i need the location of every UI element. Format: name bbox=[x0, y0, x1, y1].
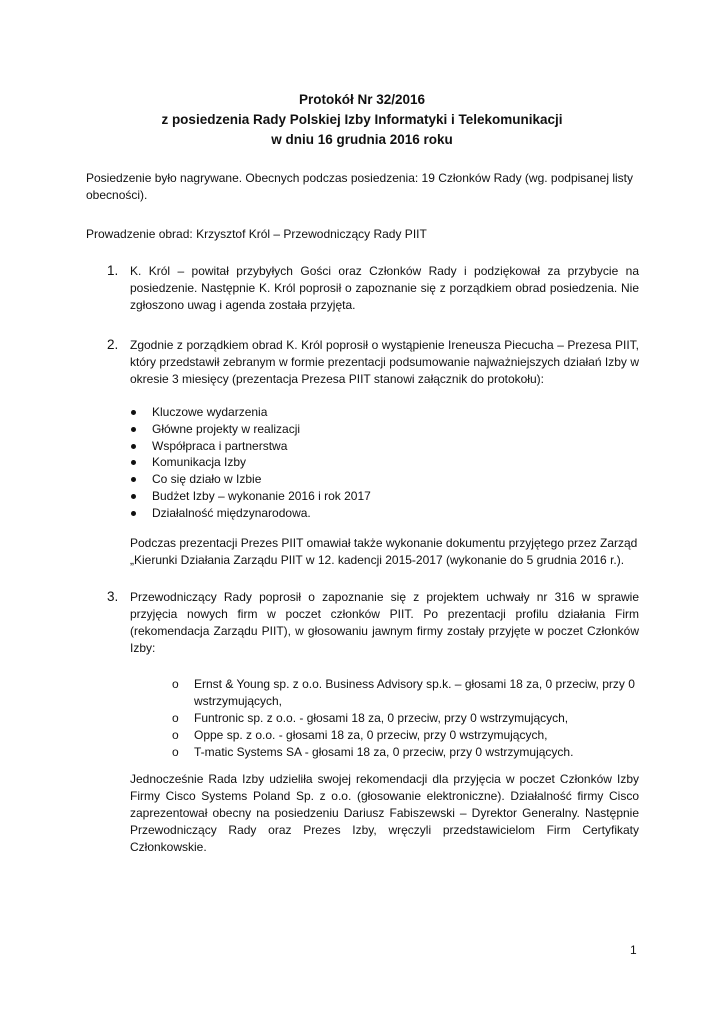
bullet-icon bbox=[131, 444, 136, 449]
bullet-icon bbox=[131, 494, 136, 499]
bullet-icon bbox=[131, 427, 136, 432]
document-subtitle: z posiedzenia Rady Polskiej Izby Informatyki i Telekomunikacji bbox=[161, 112, 563, 127]
list-item: o T-matic Systems SA - głosami 18 za, 0 przeciw, przy 0 wstrzymujących. bbox=[172, 745, 574, 759]
admitted-firms-list bbox=[172, 676, 642, 761]
document-date: w dniu 16 grudnia 2016 roku bbox=[271, 132, 453, 147]
document-title: Protokół Nr 32/2016 bbox=[298, 92, 426, 107]
item-2-number: 2. bbox=[107, 337, 119, 352]
bullet-icon bbox=[131, 460, 136, 465]
bullet-icon bbox=[131, 511, 136, 516]
list-item: Kluczowe wydarzenia bbox=[131, 404, 371, 421]
circle-bullet-icon: o bbox=[172, 711, 179, 725]
list-item: Główne projekty w realizacji bbox=[131, 421, 371, 438]
item-1-number: 1. bbox=[107, 263, 119, 278]
item-2-followup: Podczas prezentacji Prezes PIIT omawiał także wykonanie dokumentu przyjętego przez Zarząd „Kierunki Działania Zarządu PIIT w 12. kadencji 2015-2017 (wykonanie do 5 grudnia 2016 r.). bbox=[130, 536, 638, 567]
list-item: Komunikacja Izby bbox=[131, 454, 371, 471]
item-3-followup: Jednocześnie Rada Izby udzieliła swojej rekomendacji dla przyjęcia w poczet Członków Izby Firmy Cisco Systems Poland Sp. z o.o. (głosowanie elektroniczne). Działalność firmy Cisco zaprezentował obecny na posiedzeniu Dariusz Fabiszewski – Dyrektor Generalny. Następnie Przewodniczący Rady oraz Prezes Izby, wręczyli przedstawicielom Firm Certyfikaty Członkowskie. bbox=[130, 772, 639, 854]
list-item: o Funtronic sp. z o.o. - głosami 18 za, 0 przeciw, przy 0 wstrzymujących, bbox=[172, 711, 569, 725]
list-item: Budżet Izby – wykonanie 2016 i rok 2017 bbox=[131, 488, 371, 505]
circle-bullet-icon: o bbox=[172, 728, 179, 742]
list-item: o Ernst & Young sp. z o.o. Business Advisory sp.k. – głosami 18 za, 0 przeciw, przy 0 wstrzymujących, bbox=[172, 677, 635, 708]
list-item: o Oppe sp. z o.o. - głosami 18 za, 0 przeciw, przy 0 wstrzymujących, bbox=[172, 728, 548, 742]
presentation-topics-list bbox=[131, 404, 371, 522]
item-3-number: 3. bbox=[107, 589, 119, 604]
list-item: Co się działo w Izbie bbox=[131, 471, 371, 488]
item-2-text: Zgodnie z porządkiem obrad K. Król poprosił o wystąpienie Ireneusza Piecucha – Prezesa PIIT, który przedstawił zebranym w formie prezentacji podsumowanie najważniejszych działań Izby w okresie 3 miesięcy (prezentacja Prezesa PIIT stanowi załącznik do protokołu): bbox=[130, 338, 639, 386]
recording-note: Posiedzenie było nagrywane. Obecnych podczas posiedzenia: 19 Członków Rady (wg. podpisanej listy obecności). bbox=[86, 171, 633, 202]
list-item: Działalność międzynarodowa. bbox=[131, 505, 371, 522]
list-item: Współpraca i partnerstwa bbox=[131, 438, 371, 455]
circle-bullet-icon: o bbox=[172, 745, 179, 759]
bullet-icon bbox=[131, 477, 136, 482]
bullet-icon bbox=[131, 410, 136, 415]
chair-note: Prowadzenie obrad: Krzysztof Król – Przewodniczący Rady PIIT bbox=[86, 227, 427, 241]
circle-bullet-icon: o bbox=[172, 677, 179, 691]
item-3-text: Przewodniczący Rady poprosił o zapoznanie się z projektem uchwały nr 316 w sprawie przyjęcia nowych firm w poczet członków PIIT. Po prezentacji profilu działania Firm (rekomendacja Zarządu PIIT), w głosowaniu jawnym firmy zostały przyjęte w poczet Członków Izby: bbox=[130, 590, 639, 655]
item-1-text: K. Król – powitał przybyłych Gości oraz Członków Rady i podziękował za przybycie na posiedzenie. Następnie K. Król poprosił o zapoznanie się z porządkiem obrad posiedzenia. Nie zgłoszono uwag i agenda została przyjęta. bbox=[130, 264, 639, 312]
page-number: 1 bbox=[630, 943, 637, 957]
